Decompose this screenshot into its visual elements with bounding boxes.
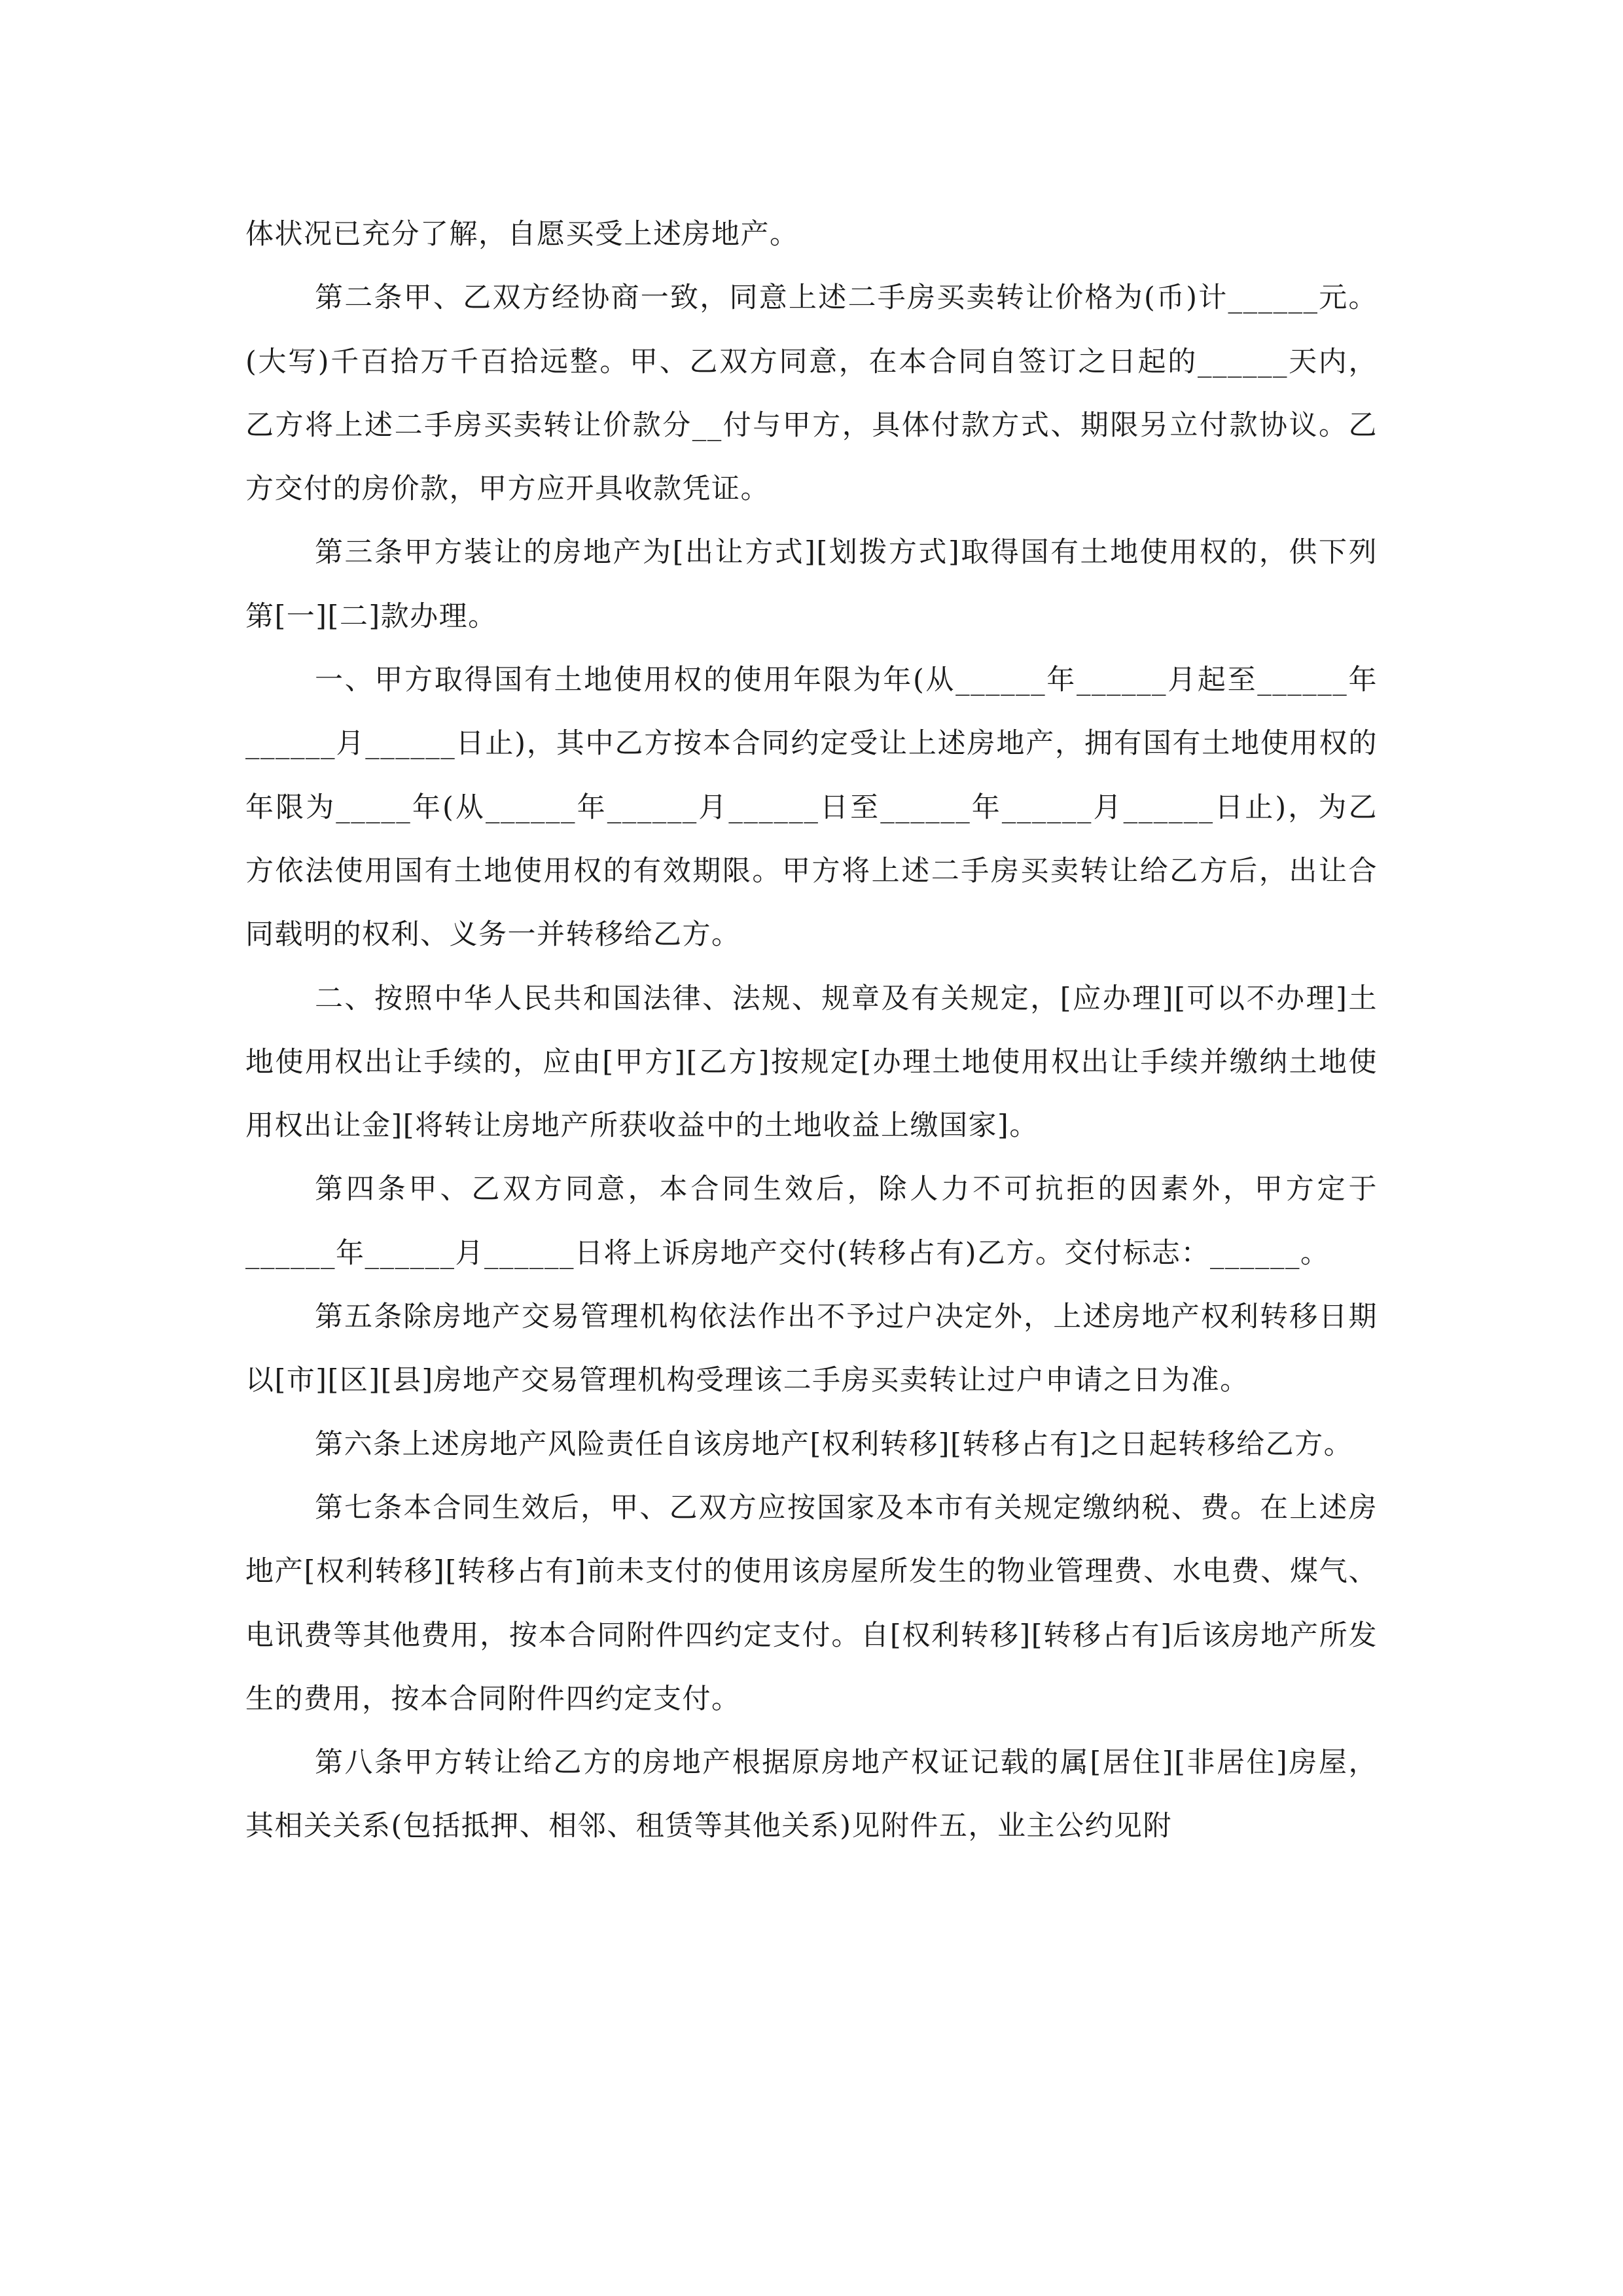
paragraph-article-4: 第四条甲、乙双方同意，本合同生效后，除人力不可抗拒的因素外，甲方定于______年______月______日将上诉房地产交付(转移占有)乙方。交付标志：______。 [245,1173,1378,1270]
paragraph-continuation: 体状况已充分了解，自愿买受上述房地产。 [245,218,799,251]
paragraph-article-5: 第五条除房地产交易管理机构依法作出不予过户决定外，上述房地产权利转移日期以[市][区][县]房地产交易管理机构受理该二手房买卖转让过户申请之日为准。 [245,1300,1378,1397]
paragraph-article-3-item-1: 一、甲方取得国有土地使用权的使用年限为年(从______年______月起至______年______月______日止)，其中乙方按本合同约定受让上述房地产，拥有国有土地使用权的年限为_____年(从______年______月______日至______年______月______日止)，为乙方依法使用国有土地使用权的有效期限。甲方将上述二手房买卖转让给乙方后，出让合同载明的权利、义务一并转移给乙方。 [245,664,1378,952]
paragraph-article-2: 第二条甲、乙双方经协商一致，同意上述二手房买卖转让价格为(币)计______元。(大写)千百拾万千百拾远整。甲、乙双方同意，在本合同自签订之日起的______天内，乙方将上述二手房买卖转让价款分__付与甲方，具体付款方式、期限另立付款协议。乙方交付的房价款，甲方应开具收款凭证。 [245,281,1378,506]
paragraph-article-3: 第三条甲方装让的房地产为[出让方式][划拨方式]取得国有土地使用权的，供下列第[一][二]款办理。 [245,536,1378,633]
paragraph-article-7: 第七条本合同生效后，甲、乙双方应按国家及本市有关规定缴纳税、费。在上述房地产[权利转移][转移占有]前未支付的使用该房屋所发生的物业管理费、水电费、煤气、电讯费等其他费用，按本合同附件四约定支付。自[权利转移][转移占有]后该房地产所发生的费用，按本合同附件四约定支付。 [245,1491,1378,1715]
paragraph-article-6: 第六条上述房地产风险责任自该房地产[权利转移][转移占有]之日起转移给乙方。 [315,1427,1353,1461]
paragraph-article-8: 第八条甲方转让给乙方的房地产根据原房地产权证记载的属[居住][非居住]房屋，其相关关系(包括抵押、相邻、租赁等其他关系)见附件五，业主公约见附 [245,1746,1378,1843]
paragraph-article-3-item-2: 二、按照中华人民共和国法律、法规、规章及有关规定，[应办理][可以不办理]土地使用权出让手续的，应由[甲方][乙方]按规定[办理土地使用权出让手续并缴纳土地使用权出让金][将转让房地产所获收益中的土地收益上缴国家]。 [245,982,1378,1143]
contract-page [245,203,1378,1859]
